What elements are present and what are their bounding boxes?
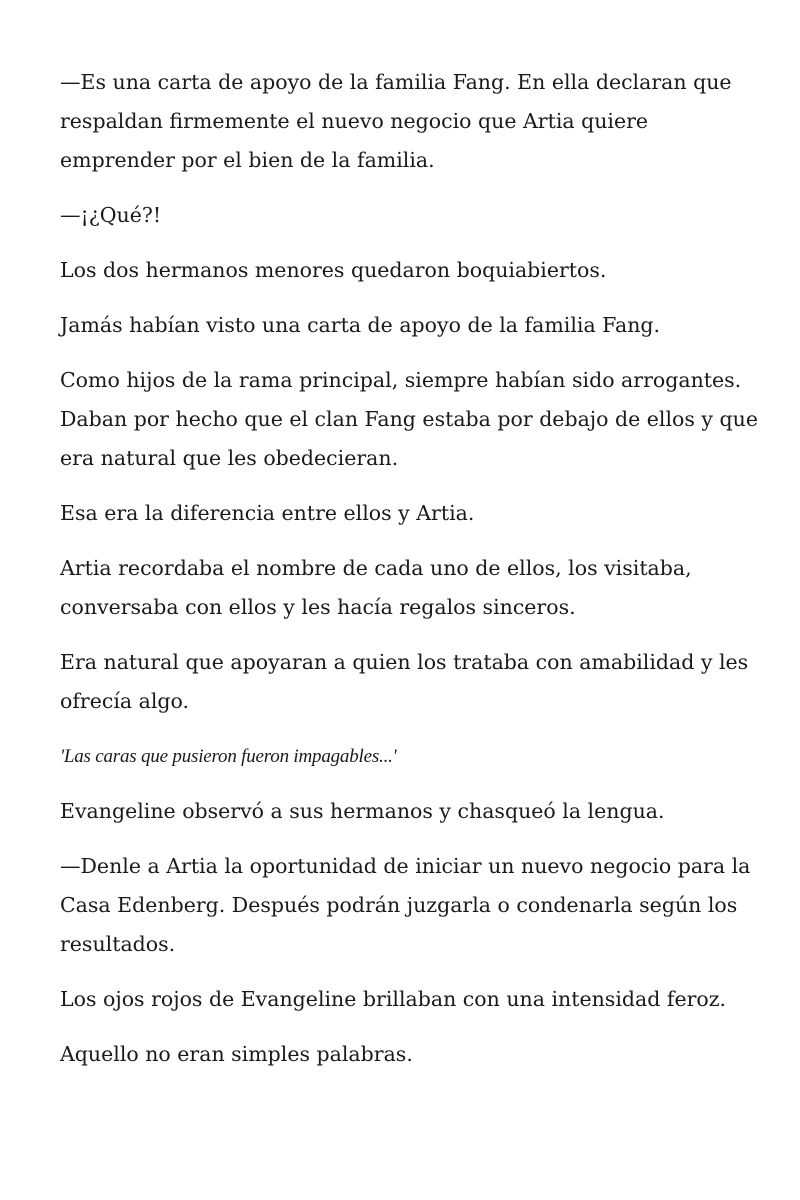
paragraph: —Es una carta de apoyo de la familia Fang. En ella declaran que respaldan firmemente el nuevo negocio que Artia quiere emprender por el bien de la familia.: [60, 70, 732, 172]
paragraph: Aquello no eran simples palabras.: [60, 1042, 413, 1066]
paragraph: Esa era la diferencia entre ellos y Artia.: [60, 501, 475, 525]
paragraph: Artia recordaba el nombre de cada uno de ellos, los visitaba, conversaba con ellos y les hacía regalos sinceros.: [60, 556, 692, 619]
paragraph: —¡¿Qué?!: [60, 203, 162, 227]
paragraph: Jamás habían visto una carta de apoyo de la familia Fang.: [60, 313, 661, 337]
paragraph: Como hijos de la rama principal, siempre habían sido arrogantes. Daban por hecho que el clan Fang estaba por debajo de ellos y que era natural que les obedecieran.: [60, 368, 758, 470]
paragraph: Los dos hermanos menores quedaron boquiabiertos.: [60, 258, 607, 282]
paragraph: Los ojos rojos de Evangeline brillaban con una intensidad feroz.: [60, 987, 727, 1011]
paragraph: —Denle a Artia la oportunidad de iniciar un nuevo negocio para la Casa Edenberg. Después podrán juzgarla o condenarla según los resultados.: [60, 854, 751, 956]
inner-thought: 'Las caras que pusieron fueron impagables...': [60, 746, 397, 767]
document-body: [60, 63, 760, 1090]
paragraph: Evangeline observó a sus hermanos y chasqueó la lengua.: [60, 799, 665, 823]
paragraph: Era natural que apoyaran a quien los trataba con amabilidad y les ofrecía algo.: [60, 650, 749, 713]
